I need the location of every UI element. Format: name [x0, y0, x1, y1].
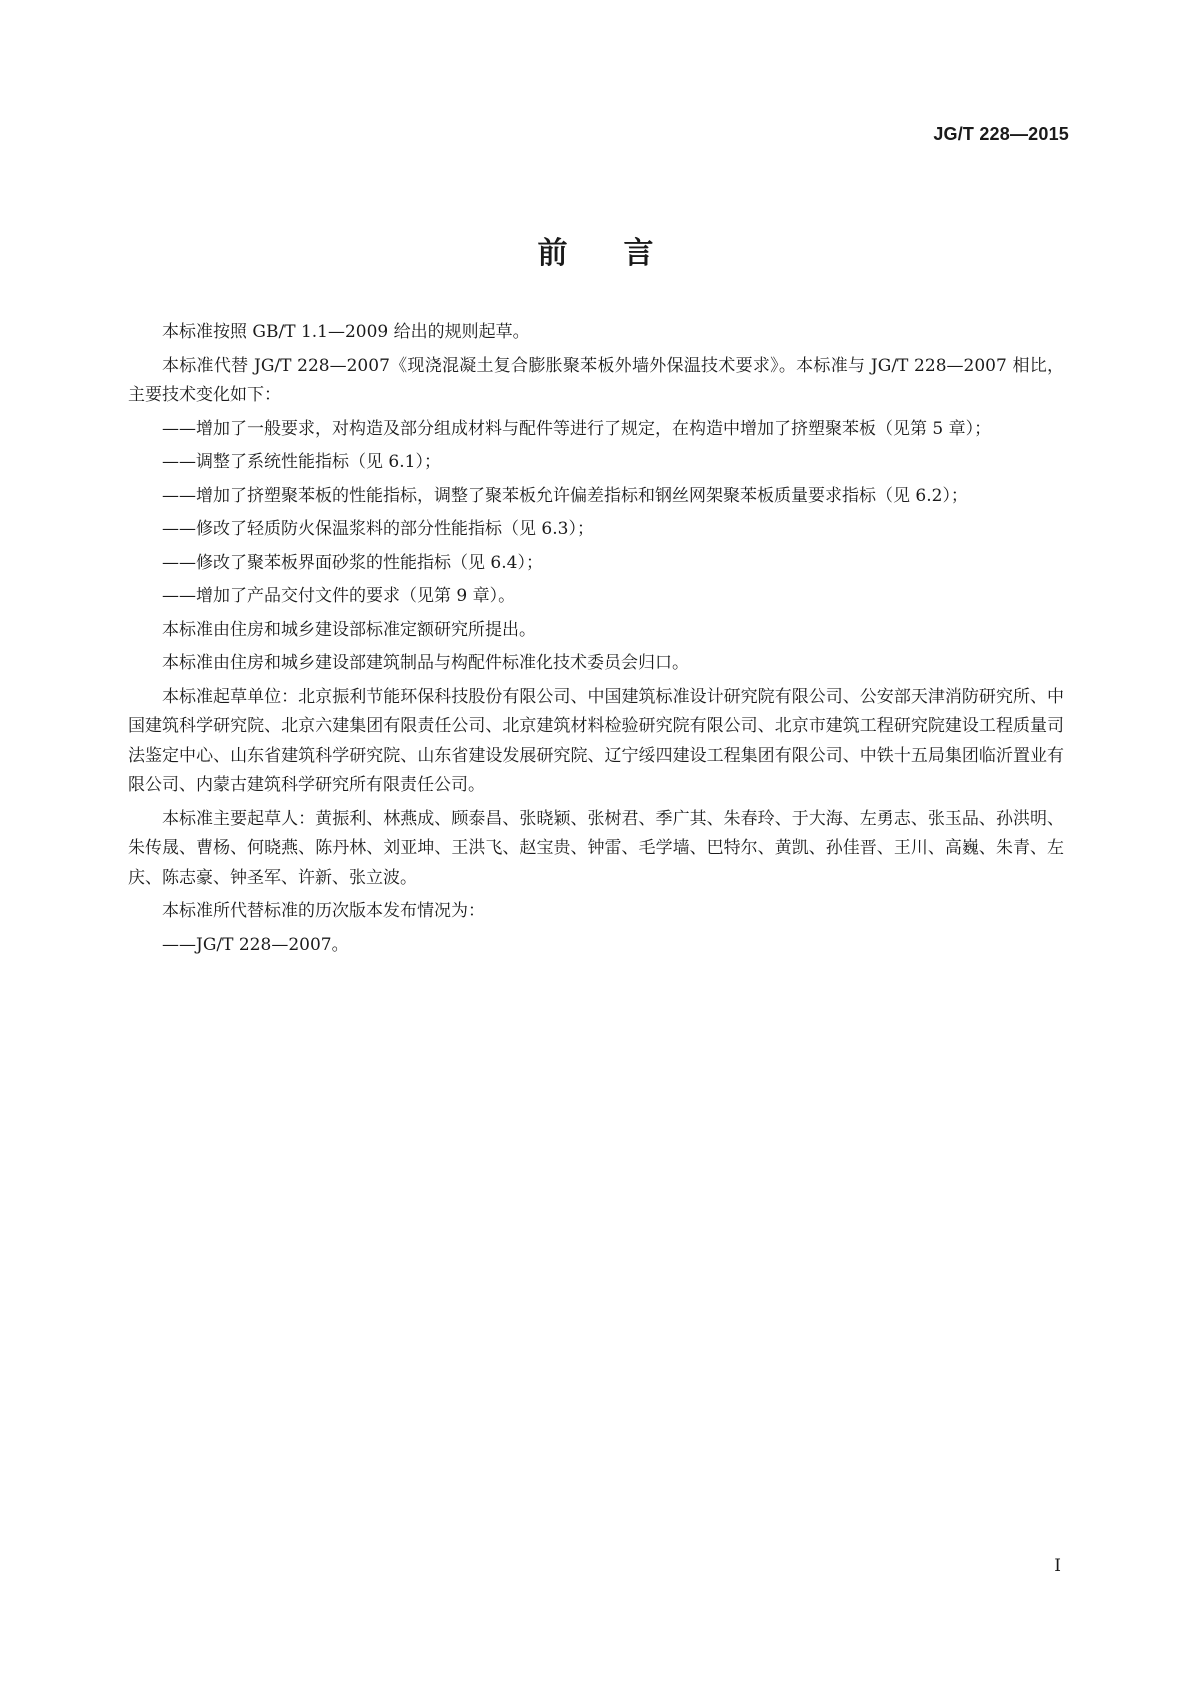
- standard-code: JG/T 228—2015: [933, 124, 1069, 144]
- paragraph: 本标准按照 GB/T 1.1—2009 给出的规则起草。: [162, 322, 530, 342]
- change-list-item: ——修改了轻质防火保温浆料的部分性能指标（见 6.3）；: [162, 519, 594, 539]
- paragraph: 本标准由住房和城乡建设部标准定额研究所提出。: [162, 619, 536, 640]
- drafters-paragraph: 本标准主要起草人：黄振利、林燕成、顾泰昌、张晓颖、张树君、季广其、朱春玲、于大海、左勇志、张玉品、孙洪明、朱传晟、曹杨、何晓燕、陈丹林、刘亚坤、王洪飞、赵宝贵、钟雷、毛学墙、巴特尔、黄凯、孙佳晋、王川、高巍、朱青、左庆、陈志豪、钟圣军、许新、张立波。: [128, 808, 1064, 888]
- paragraph: 本标准所代替标准的历次版本发布情况为：: [162, 901, 485, 921]
- previous-version-item: ——JG/T 228—2007。: [162, 934, 349, 955]
- change-list-item: ——修改了聚苯板界面砂浆的性能指标（见 6.4）；: [162, 552, 543, 573]
- document-body: [128, 318, 1064, 964]
- change-list-item: ——调整了系统性能指标（见 6.1）；: [162, 452, 441, 472]
- change-list-item: ——增加了挤塑聚苯板的性能指标，调整了聚苯板允许偏差指标和钢丝网架聚苯板质量要求指标（见 6.2）；: [162, 485, 968, 506]
- paragraph: 本标准由住房和城乡建设部建筑制品与构配件标准化技术委员会归口。: [162, 653, 689, 673]
- page-number: I: [1054, 1556, 1061, 1576]
- change-list-item: ——增加了一般要求，对构造及部分组成材料与配件等进行了规定，在构造中增加了挤塑聚苯板（见第 5 章）；: [162, 418, 992, 439]
- change-list-item: ——增加了产品交付文件的要求（见第 9 章）。: [162, 586, 516, 606]
- page-title: 前言: [537, 236, 710, 271]
- drafting-units-paragraph: 本标准起草单位：北京振利节能环保科技股份有限公司、中国建筑标准设计研究院有限公司、公安部天津消防研究所、中国建筑科学研究院、北京六建集团有限责任公司、北京建筑材料检验研究院有限公司、北京市建筑工程研究院建设工程质量司法鉴定中心、山东省建筑科学研究院、山东省建设发展研究院、辽宁绥四建设工程集团有限公司、中铁十五局集团临沂置业有限公司、内蒙古建筑科学研究所有限责任公司。: [128, 686, 1064, 795]
- paragraph: 本标准代替 JG/T 228—2007《现浇混凝土复合膨胀聚苯板外墙外保温技术要求》。本标准与 JG/T 228—2007 相比，主要技术变化如下：: [128, 355, 1064, 405]
